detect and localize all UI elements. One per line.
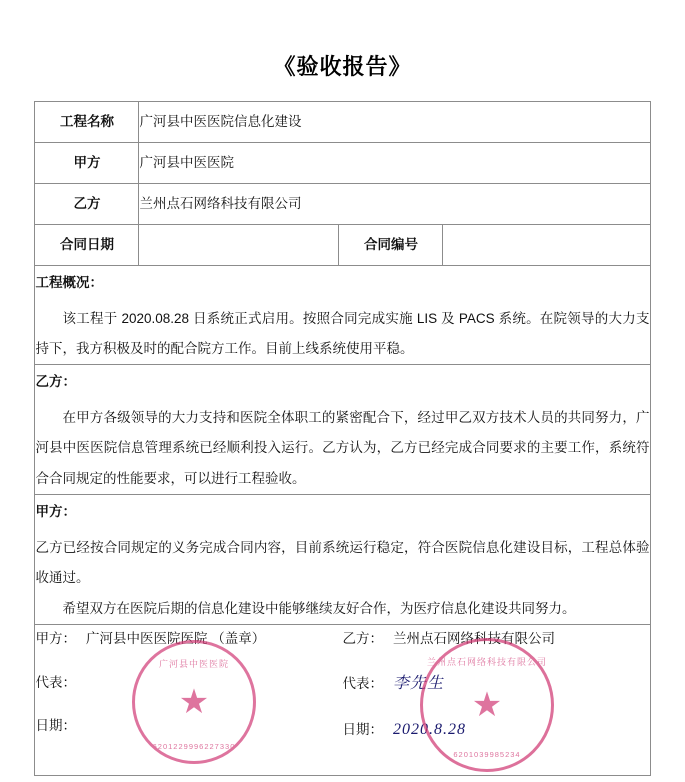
field-value-contract-date [139,225,339,266]
signature-rep-a [35,676,342,690]
field-value-party-b: 兰州点石网络科技有限公司 [139,184,650,225]
section-overview [35,266,650,365]
signature-party-a [35,632,342,646]
signature-row [35,624,650,775]
section-paragraph-overview: 该工程于 2020.08.28 日系统正式启用。按照合同完成实施 LIS 及 PACS 系统。在院领导的大力支持下，我方积极及时的配合院方工作。目前上线系统使用平稳。 [35,310,650,357]
stamp-b-top-text: 兰州点石网络科技有限公司 [426,657,547,667]
section-paragraph-party-a-1: 乙方已经按合同规定的义务完成合同内容，目前系统运行稳定，符合医院信息化建设目标，工程总体验收通过。 [35,539,650,586]
section-row-overview [35,266,650,365]
field-value-contract-number [443,225,650,266]
stamp-a-top-text: 广河县中医医院 [158,659,229,669]
page-title: 《验收报告》 [273,54,412,79]
signature-date-b-label: 日期： [342,721,383,737]
section-heading-overview: 工程概况： [35,275,103,290]
signature-rep-b-label: 代表： [342,675,383,691]
table-row [35,102,650,143]
signature-column-party-a [35,632,342,768]
signature-party-a-value: 广河县中医医院医院 （盖章） [85,631,266,647]
field-label-party-a: 甲方 [35,143,139,184]
table-row [35,143,650,184]
field-label-party-b: 乙方 [35,184,139,225]
section-party-b [35,365,650,495]
field-value-party-a: 广河县中医医院 [139,143,650,184]
signature-party-b-label: 乙方： [342,631,383,647]
signature-rep-b-value: 李先生 [393,674,445,692]
signature-date-b-value: 2020.8.28 [393,720,466,738]
signature-block [35,624,650,775]
signature-date-a [35,719,342,733]
section-heading-party-b: 乙方： [35,374,76,390]
table-row [35,225,650,266]
section-row-party-a [35,495,650,625]
signature-party-b-value: 兰州点石网络科技有限公司 [393,631,555,647]
section-party-a [35,495,650,625]
field-label-project-name: 工程名称 [35,102,139,143]
signature-date-b [343,722,650,738]
acceptance-report-table [34,101,650,776]
signature-column-party-b [343,632,650,768]
stamp-a-bottom-text: 6201229996227330 [152,742,236,751]
signature-party-b [343,632,650,646]
field-value-project-name: 广河县中医医院信息化建设 [139,102,650,143]
section-heading-party-a: 甲方： [35,504,76,520]
signature-rep-a-label: 代表： [35,674,76,690]
table-row [35,184,650,225]
section-paragraph-party-b: 在甲方各级领导的大力支持和医院全体职工的紧密配合下，经过甲乙双方技术人员的共同努力，广河县中医医院信息管理系统已经顺利投入运行。乙方认为，乙方已经完成合同要求的主要工作，系统符合合同规定的性能要求，可以进行工程验收。 [35,410,650,486]
stamp-b-star-icon: ★ [471,686,503,724]
signature-rep-b [343,676,650,692]
signature-party-a-label: 甲方： [35,631,76,647]
stamp-b-bottom-text: 6201039985234 [453,750,521,759]
field-label-contract-number: 合同编号 [339,225,443,266]
signature-date-a-label: 日期： [35,718,76,734]
section-row-party-b [35,365,650,495]
stamp-a-star-icon: ★ [178,683,210,721]
section-paragraph-party-a-2: 希望双方在医院后期的信息化建设中能够继续友好合作，为医疗信息化建设共同努力。 [62,600,576,616]
field-label-contract-date: 合同日期 [35,225,139,266]
